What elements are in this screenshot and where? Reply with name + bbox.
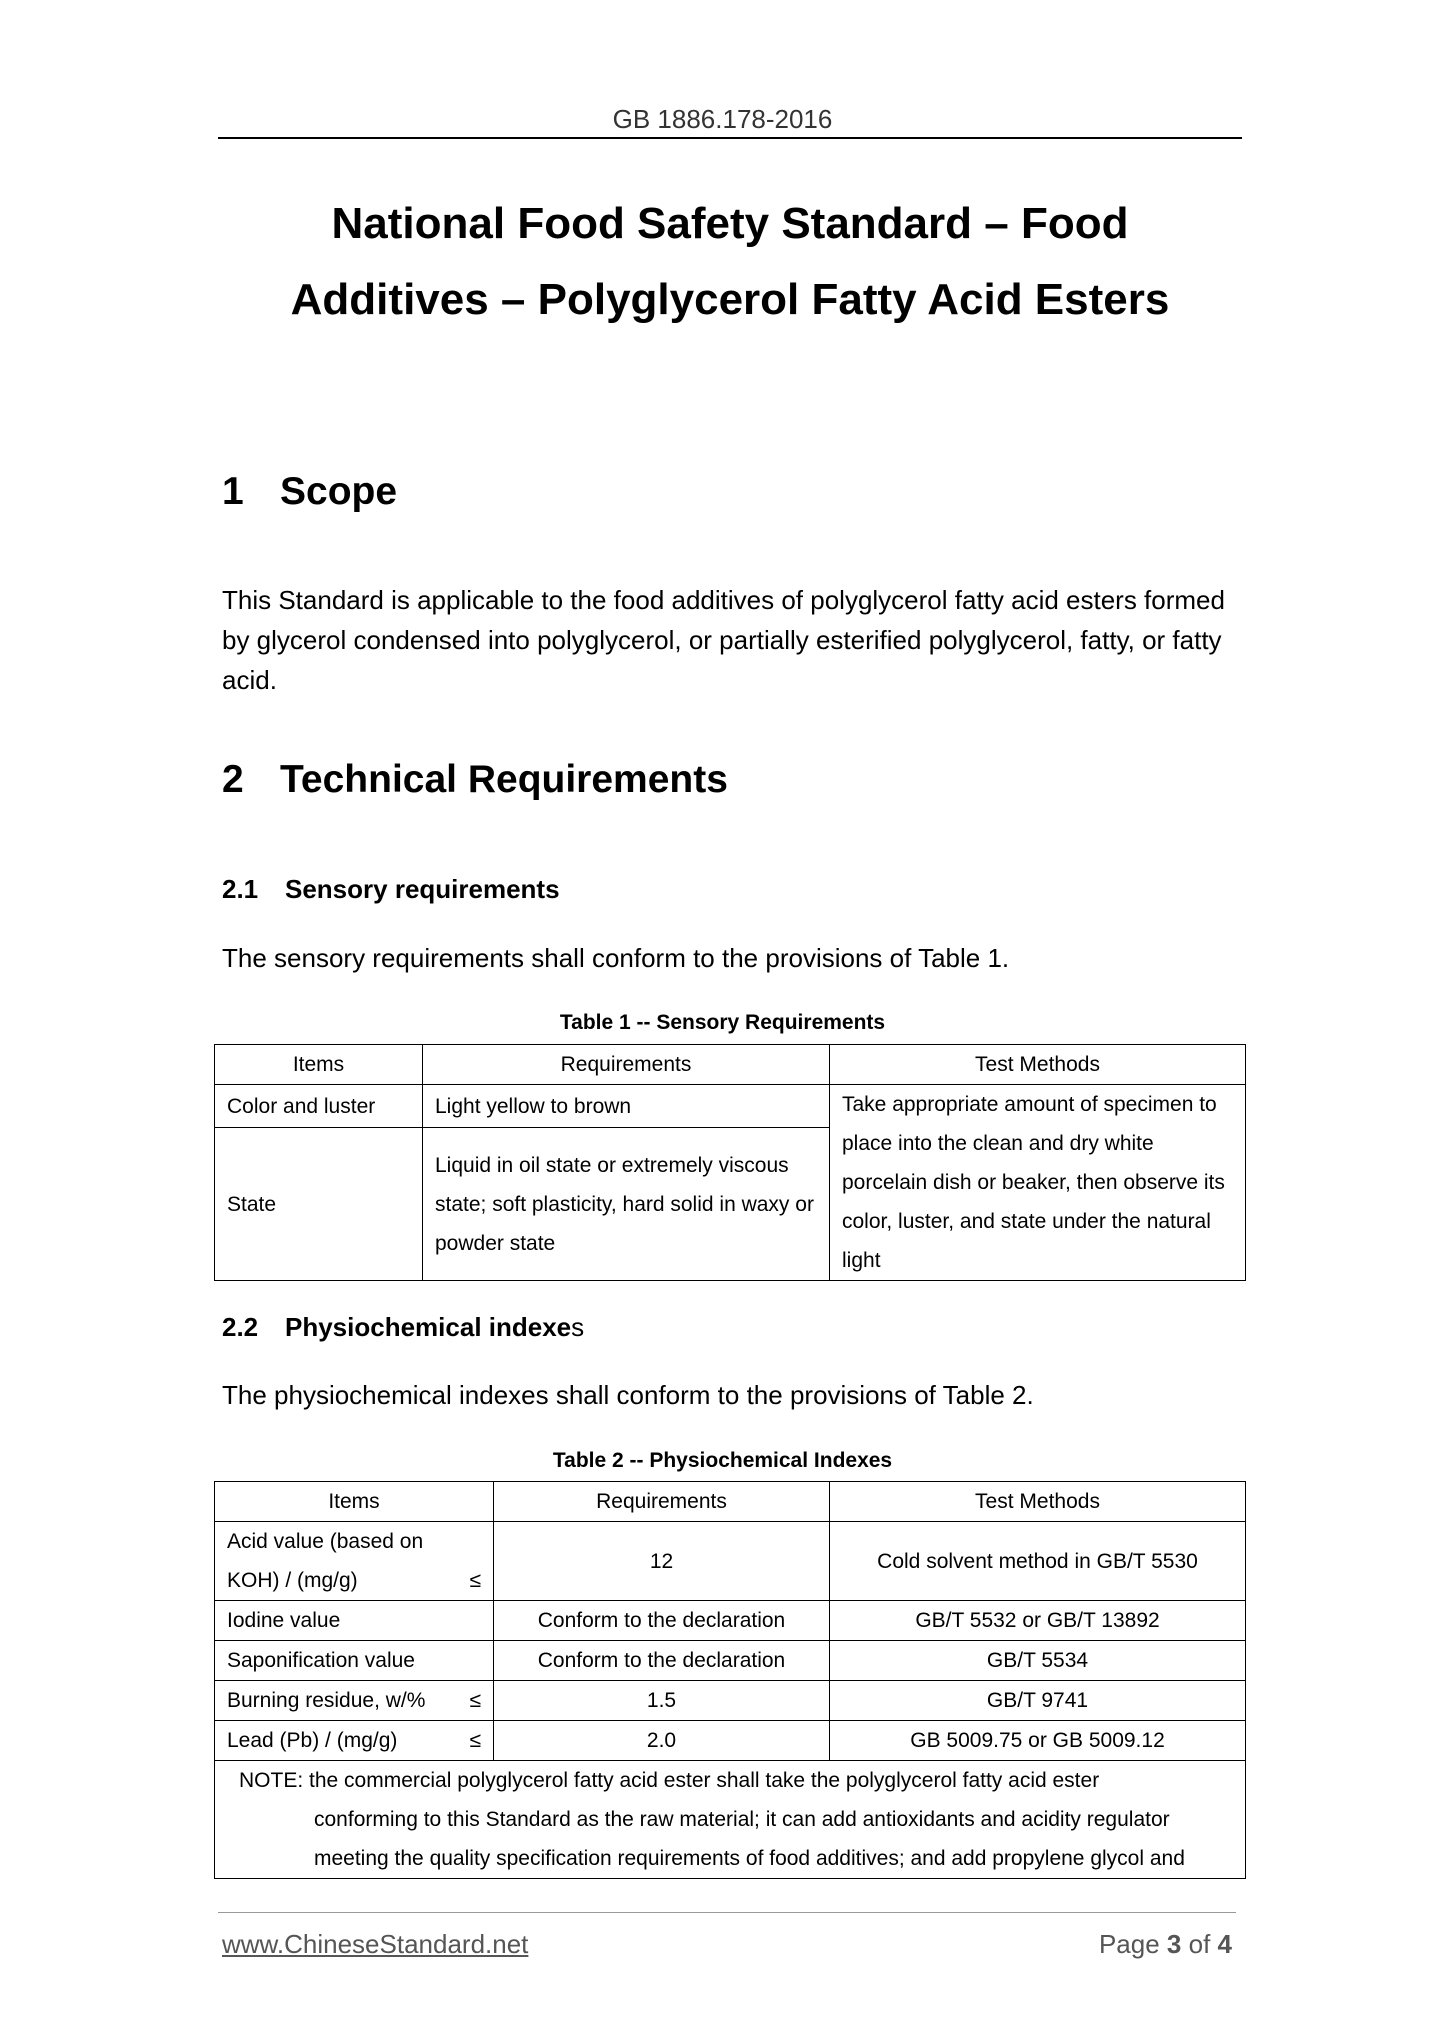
subsection-2-2-title: Physiochemical indexe: [285, 1312, 572, 1342]
table-cell-test-method: GB/T 5534: [830, 1641, 1246, 1681]
item-line-1: Acid value (based on: [227, 1530, 424, 1553]
note-line-2: conforming to this Standard as the raw material; it can add antioxidants and acidity regulator: [314, 1808, 1170, 1831]
physiochemical-paragraph: The physiochemical indexes shall conform to the provisions of Table 2.: [222, 1380, 1034, 1410]
subsection-2-1-heading: [222, 874, 560, 905]
table-cell-item: [215, 1601, 494, 1641]
table-cell-item: [215, 1522, 494, 1601]
table-1-caption: Table 1 -- Sensory Requirements: [559, 1011, 886, 1034]
table-row: [215, 1641, 1246, 1681]
table-2-caption: Table 2 -- Physiochemical Indexes: [552, 1449, 893, 1472]
table-header-row: [215, 1482, 1246, 1522]
scope-paragraph: This Standard is applicable to the food additives of polyglycerol fatty acid esters formed by glycerol condensed into polyglycerol, or partially esterified polyglycerol, fatty, or fatty acid.: [222, 585, 1225, 695]
table-header-cell: Items: [215, 1045, 423, 1085]
page-indicator: [1099, 1929, 1232, 1960]
less-equal-symbol: ≤: [469, 1729, 481, 1752]
table-cell-test-method: Take appropriate amount of specimen to place into the clean and dry white porcelain dish or beaker, then observe its color, luster, and state under the natural light: [830, 1085, 1246, 1281]
table-row: [215, 1721, 1246, 1761]
website-link[interactable]: www.ChineseStandard.net: [222, 1929, 529, 1959]
note-line-1: NOTE: the commercial polyglycerol fatty acid ester shall take the polyglycerol fatty acid ester: [239, 1769, 1100, 1792]
table-header-cell: Test Methods: [830, 1482, 1246, 1522]
table-header-cell: Requirements: [423, 1045, 830, 1085]
table-row: [215, 1085, 1246, 1128]
table-header-row: [215, 1045, 1246, 1085]
table-cell-requirement: Conform to the declaration: [494, 1601, 830, 1641]
table-cell-test-method: Cold solvent method in GB/T 5530: [830, 1522, 1246, 1601]
table-header-cell: Requirements: [494, 1482, 830, 1522]
table-note-cell: [215, 1761, 1246, 1879]
table-cell-requirement: Conform to the declaration: [494, 1641, 830, 1681]
item-label: Burning residue, w/%: [227, 1689, 426, 1712]
table-row: [215, 1601, 1246, 1641]
table-cell-requirement: Light yellow to brown: [423, 1085, 830, 1128]
table-cell-item: [215, 1721, 494, 1761]
note-line-3: meeting the quality specification requirements of food additives; and add propylene glycol and: [314, 1847, 1185, 1870]
section-1-number: 1: [222, 470, 244, 513]
item-label: Lead (Pb) / (mg/g): [227, 1729, 398, 1752]
table-note: [227, 1761, 1233, 1878]
table-cell-test-method: GB/T 5532 or GB/T 13892: [830, 1601, 1246, 1641]
section-1-title: Scope: [280, 470, 398, 513]
section-1-heading: [222, 470, 397, 514]
table-cell-item: [215, 1681, 494, 1721]
item-line-2: KOH) / (mg/g): [227, 1569, 358, 1592]
table-cell-test-method: GB 5009.75 or GB 5009.12: [830, 1721, 1246, 1761]
table-cell-item: Color and luster: [215, 1085, 423, 1128]
less-equal-symbol: ≤: [469, 1689, 481, 1712]
subsection-2-1-title: Sensory requirements: [285, 874, 560, 904]
table-cell-item: State: [215, 1128, 423, 1281]
section-2-title: Technical Requirements: [280, 758, 728, 801]
page-total: 4: [1217, 1929, 1232, 1959]
table-1-sensory: [214, 1044, 1246, 1281]
title-line-2: Additives – Polyglycerol Fatty Acid Esters: [290, 275, 1170, 324]
table-note-row: [215, 1761, 1246, 1879]
table-cell-requirement: Liquid in oil state or extremely viscous state; soft plasticity, hard solid in waxy or powder state: [423, 1128, 830, 1281]
page-title: [180, 186, 1280, 338]
section-2-number: 2: [222, 758, 244, 801]
table-header-cell: Test Methods: [830, 1045, 1246, 1085]
page-current: 3: [1166, 1929, 1182, 1959]
table-cell-test-method: GB/T 9741: [830, 1681, 1246, 1721]
table-cell-item: [215, 1641, 494, 1681]
table-cell-requirement: 12: [494, 1522, 830, 1601]
table-2-physiochemical: [214, 1481, 1246, 1879]
table-cell-requirement: 1.5: [494, 1681, 830, 1721]
header-divider: [218, 137, 1242, 139]
subsection-2-2-heading: [222, 1312, 584, 1343]
document-code: GB 1886.178-2016: [612, 104, 833, 134]
subsection-2-2-number: 2.2: [222, 1312, 259, 1342]
section-2-heading: [222, 758, 728, 802]
less-equal-symbol: ≤: [469, 1569, 481, 1592]
footer-divider: [218, 1912, 1236, 1913]
subsection-2-2-title-suffix: s: [571, 1312, 585, 1342]
item-label: Iodine value: [227, 1609, 341, 1632]
sensory-paragraph: The sensory requirements shall conform to the provisions of Table 1.: [222, 943, 1010, 973]
title-line-1: National Food Safety Standard – Food: [331, 199, 1129, 248]
table-row: [215, 1681, 1246, 1721]
page-mid: of: [1181, 1929, 1218, 1959]
item-label: Saponification value: [227, 1649, 415, 1672]
page-prefix: Page: [1098, 1929, 1167, 1959]
table-cell-requirement: 2.0: [494, 1721, 830, 1761]
table-row: [215, 1522, 1246, 1601]
table-header-cell: Items: [215, 1482, 494, 1522]
subsection-2-1-number: 2.1: [222, 874, 259, 904]
